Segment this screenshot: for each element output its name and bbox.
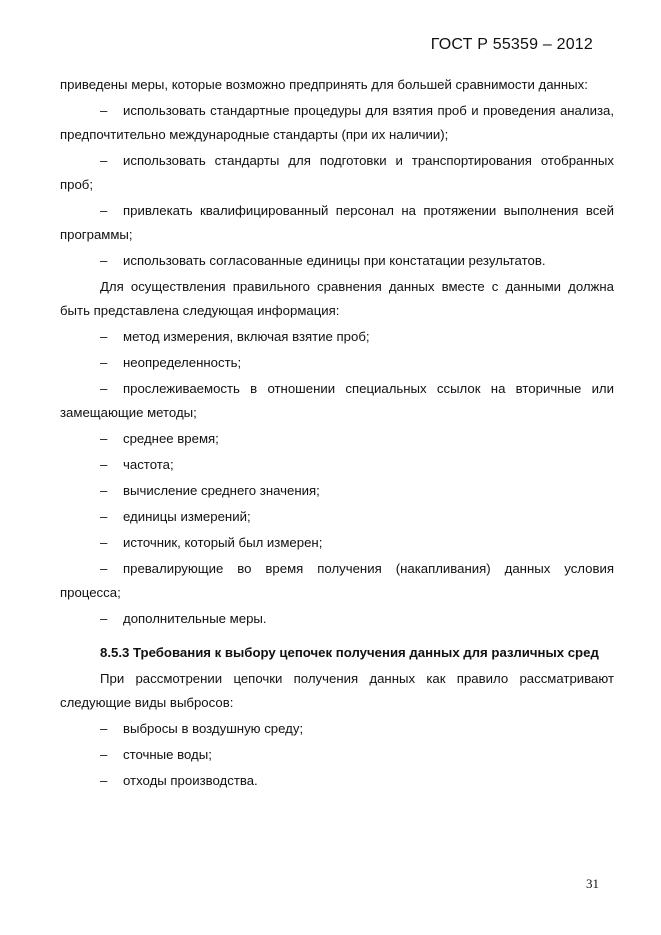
bullet-dash: – — [100, 253, 108, 268]
paragraph: При рассмотрении цепочки получения данных как правило рассматривают следующие виды выбросов: — [60, 671, 614, 710]
list-item-text: превалирующие во время получения (накапливания) данных условия процесса; — [60, 561, 614, 600]
list-item — [60, 531, 614, 555]
list-item — [60, 505, 614, 529]
list-item-text: вычисление среднего значения; — [123, 483, 320, 498]
list-item — [60, 149, 614, 197]
bullet-dash: – — [100, 457, 108, 472]
list-item-text: единицы измерений; — [123, 509, 251, 524]
bullet-dash: – — [100, 773, 108, 788]
list-item-text: использовать стандарты для подготовки и транспортирования отобранных проб; — [60, 153, 614, 192]
bullet-dash: – — [100, 103, 108, 118]
bullet-dash: – — [100, 203, 108, 218]
list-item — [60, 427, 614, 451]
list-item — [60, 479, 614, 503]
bullet-dash: – — [100, 355, 108, 370]
list-item — [60, 99, 614, 147]
bullet-dash: – — [100, 483, 108, 498]
bullet-dash: – — [100, 509, 108, 524]
bullet-dash: – — [100, 381, 108, 396]
list-item-text: выбросы в воздушную среду; — [123, 721, 304, 736]
bullet-dash: – — [100, 329, 108, 344]
page-number: 31 — [586, 876, 599, 891]
bullet-dash: – — [100, 561, 108, 576]
list-item-text: привлекать квалифицированный персонал на протяжении выполнения всей программы; — [60, 203, 614, 242]
list-item — [60, 351, 614, 375]
list-item-text: использовать согласованные единицы при констатации результатов. — [123, 253, 546, 268]
list-item-text: неопределенность; — [123, 355, 242, 370]
list-item-text: использовать стандартные процедуры для взятия проб и проведения анализа, предпочтительно международные стандарты (при их наличии); — [60, 103, 614, 142]
list-item-text: частота; — [123, 457, 174, 472]
bullet-dash: – — [100, 611, 108, 626]
list-item — [60, 769, 614, 793]
bullet-dash: – — [100, 721, 108, 736]
list-item — [60, 607, 614, 631]
bullet-dash: – — [100, 431, 108, 446]
bullet-dash: – — [100, 153, 108, 168]
list-item — [60, 453, 614, 477]
bullet-dash: – — [100, 747, 108, 762]
list-item-text: среднее время; — [123, 431, 219, 446]
document-body — [60, 73, 614, 795]
paragraph: Для осуществления правильного сравнения данных вместе с данными должна быть представлена следующая информация: — [60, 279, 614, 318]
list-item — [60, 557, 614, 605]
list-item-text: прослеживаемость в отношении специальных ссылок на вторичные или замещающие методы; — [60, 381, 614, 420]
list-item — [60, 325, 614, 349]
list-item — [60, 249, 614, 273]
list-item-text: дополнительные меры. — [123, 611, 267, 626]
paragraph: приведены меры, которые возможно предпринять для большей сравнимости данных: — [60, 77, 588, 92]
document-header: ГОСТ Р 55359 – 2012 — [430, 36, 593, 53]
list-item-text: метод измерения, включая взятие проб; — [123, 329, 370, 344]
list-item — [60, 743, 614, 767]
list-item-text: сточные воды; — [123, 747, 212, 762]
list-item-text: отходы производства. — [123, 773, 258, 788]
list-item — [60, 377, 614, 425]
list-item — [60, 199, 614, 247]
list-item-text: источник, который был измерен; — [123, 535, 323, 550]
list-item — [60, 717, 614, 741]
section-heading: 8.5.3 Требования к выбору цепочек получения данных для различных сред — [100, 645, 599, 660]
bullet-dash: – — [100, 535, 108, 550]
